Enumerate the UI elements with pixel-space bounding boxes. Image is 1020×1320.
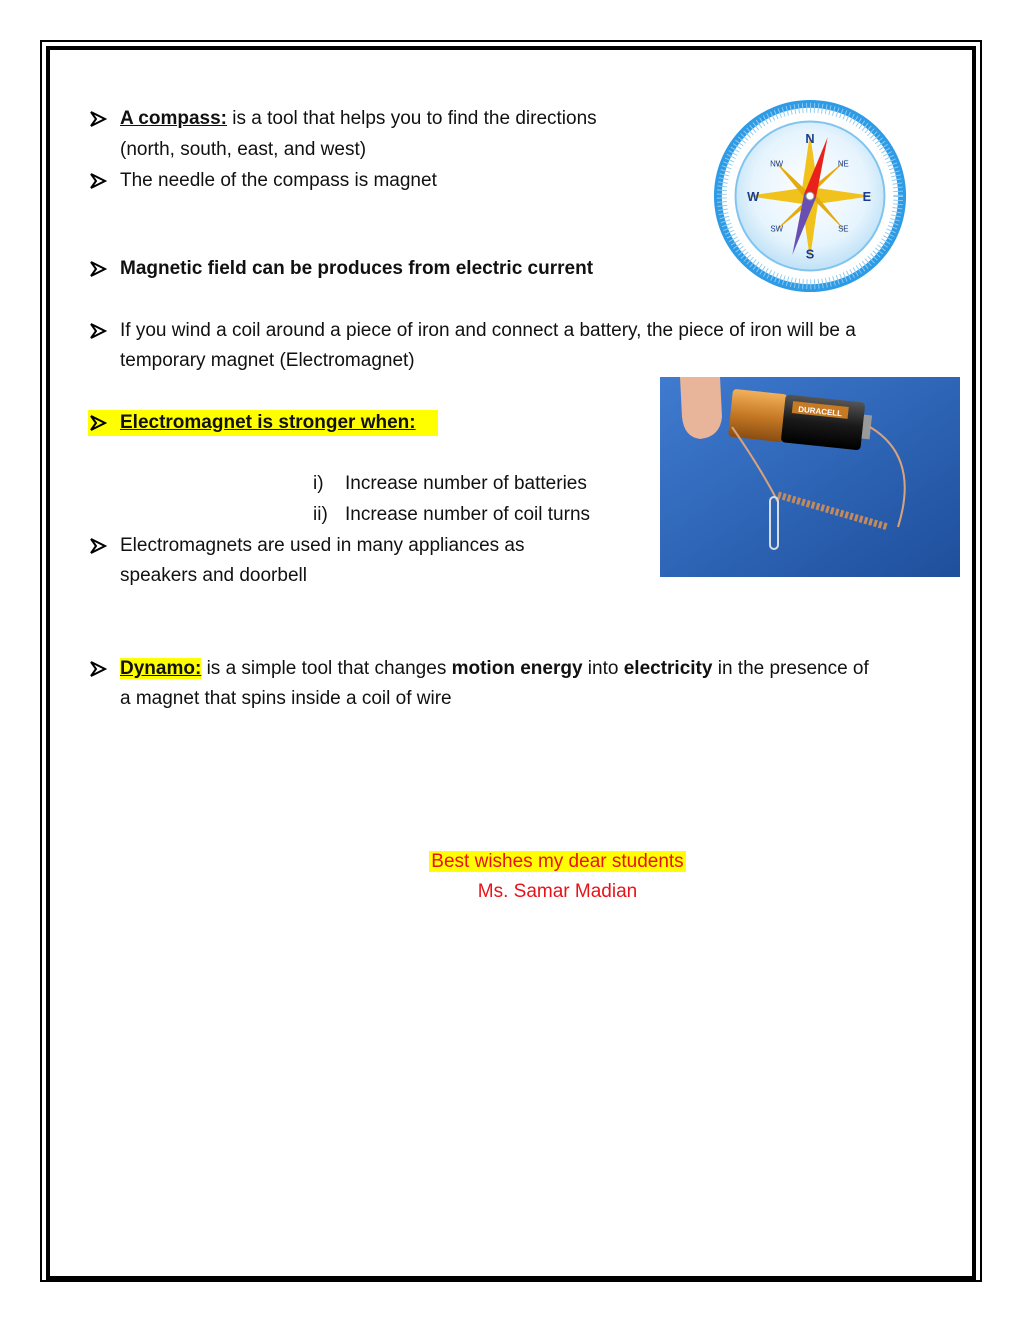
compass-label-se: SE [838,224,849,234]
compass-label-w: W [747,188,760,204]
appliances-line-2: speakers and doorbell [120,565,307,586]
needle-text: The needle of the compass is magnet [120,170,437,191]
dynamo-bold-motion: motion energy [451,658,583,679]
magnetic-field-text [120,254,593,284]
dynamo-line-1 [120,654,869,684]
battery-label: DURACELL [797,404,843,419]
arrow-bullet-icon [88,531,108,561]
closing-wishes [0,847,1020,877]
appliances-line-1: Electromagnets are used in many appliances as [120,535,525,556]
compass-pivot [806,192,814,200]
arrow-bullet-icon [88,166,108,196]
arrow-bullet-icon [88,408,108,438]
compass-term: A compass: [120,108,227,129]
compass-label-sw: SW [770,224,783,234]
compass-label-nw: NW [770,159,784,169]
sub-item-1-text: Increase number of batteries [345,473,587,494]
bullet-compass-text [120,104,597,134]
author-text: Ms. Samar Madian [477,881,638,902]
coil-line-1: If you wind a coil around a piece of iron and connect a battery, the piece of iron will be a [120,320,856,341]
dynamo-text-c: in the presence of [712,658,869,679]
sub-item-2-num: ii) [313,504,328,525]
arrow-bullet-icon [88,654,108,684]
electromagnet-illustration [660,377,960,577]
coil-line-2: temporary magnet (Electromagnet) [120,350,415,371]
sub-item-2-text: Increase number of coil turns [345,504,591,525]
wishes-text: Best wishes my dear students [431,851,684,872]
magnetic-field-bold: Magnetic field can be produces from electric current [120,258,594,279]
dynamo-line-2: a magnet that spins inside a coil of wire [120,688,452,709]
compass-label-s: S [805,246,815,262]
dynamo-text-a: is a simple tool that changes [201,658,452,679]
compass-definition: is a tool that helps you to find the directions [227,108,597,129]
arrow-bullet-icon [88,316,108,346]
stronger-bold: Electromagnet is stronger when: [120,412,416,433]
sub-item-1-num: i) [313,473,324,494]
compass-label-e: E [862,188,872,204]
electromagnet-photo [660,377,960,577]
dynamo-text-b: into [582,658,624,679]
dynamo-term: Dynamo: [120,658,202,679]
compass-label-ne: NE [837,159,849,169]
compass-directions: (north, south, east, and west) [120,139,367,160]
stronger-heading [120,408,416,438]
sub-item-1 [313,469,587,499]
compass-illustration [712,98,908,294]
arrow-bullet-icon [88,104,108,134]
sub-item-2 [313,500,590,530]
arrow-bullet-icon [88,254,108,284]
compass-label-n: N [805,131,815,147]
closing-author [0,877,1020,907]
hand-shape [680,377,722,439]
dynamo-bold-electricity: electricity [623,658,713,679]
